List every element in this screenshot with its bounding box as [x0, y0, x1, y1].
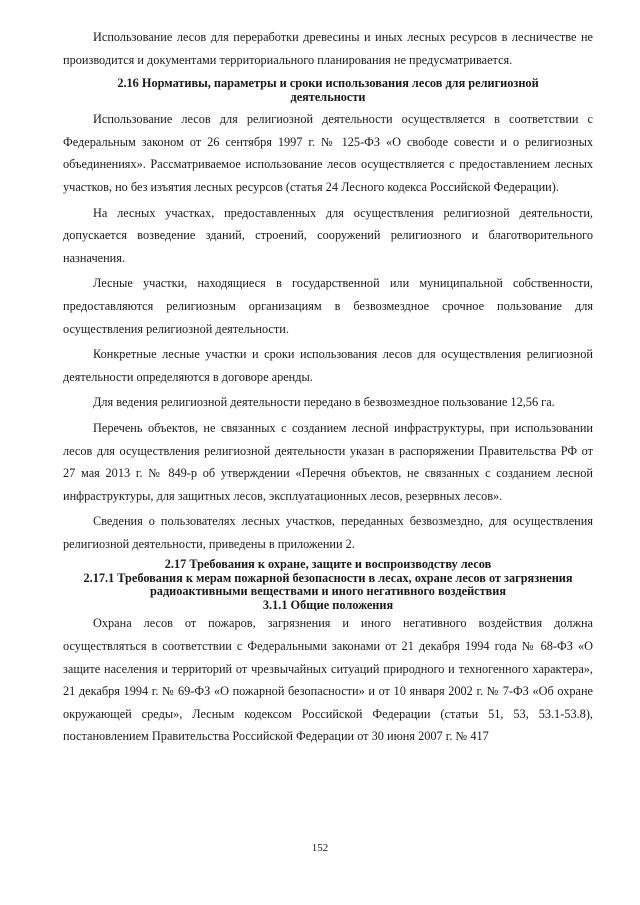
section-2-17-1-title: 2.17.1 Требования к мерам пожарной безопасности в лесах, охране лесов от загрязнения радиоактивными веществами и иного негативного воздействия — [83, 570, 573, 599]
page-number: 152 — [311, 842, 329, 854]
section-2-17-title: 2.17 Требования к охране, защите и воспроизводству лесов — [164, 557, 492, 572]
section-2-17-heading-block — [63, 558, 593, 612]
section-2-16-heading-block — [63, 77, 593, 104]
paragraph-2-16-1: Использование лесов для религиозной деятельности осуществляется в соответствии с Федеральным законом от 26 сентября 1997 г. № 125-ФЗ «О свободе совести и о религиозных объединениях». Рассматриваемое использование лесов осуществляется с предоставлением лесных участков, но без изъятия лесных ресурсов (статья 24 Лесного кодекса Российской Федерации). — [63, 112, 593, 194]
paragraph-2-16-6: Перечень объектов, не связанных с созданием лесной инфраструктуры, при использовании лесов для осуществления религиозной деятельности указан в распоряжении Правительства РФ от 27 мая 2013 г. № 849-р об утверждении «Перечня объектов, не связанных с созданием лесной инфраструктуры, для защитных лесов, эксплуатационных лесов, резервных лесов». — [63, 420, 593, 503]
paragraph-2-16-4: Конкретные лесные участки и сроки использования лесов для осуществления религиозной деятельности определяются в договоре аренды. — [63, 347, 593, 384]
paragraph-2-16-7: Сведения о пользователях лесных участков, переданных безвозмездно, для осуществления религиозной деятельности, приведены в приложении 2. — [63, 514, 593, 551]
paragraph-2-16-5: Для ведения религиозной деятельности передано в безвозмездное пользование 12,56 га. — [93, 395, 555, 410]
paragraph-2-16-2: На лесных участках, предоставленных для осуществления религиозной деятельности, допускается возведение зданий, строений, сооружений религиозного и благотворительного назначения. — [63, 205, 593, 265]
paragraph-2-17-1: Охрана лесов от пожаров, загрязнения и иного негативного воздействия должна осуществляться в соответствии с Федеральными законами от 21 декабря 1994 года № 68-ФЗ «О защите населения и территорий от чрезвычайных ситуаций природного и техногенного характера», 21 декабря 1994 г. № 69-ФЗ «О пожарной безопасности» и от 10 января 2002 г. № 7-ФЗ «Об охране окружающей среды», Лесным кодексом Российской Федерации (статьи 51, 53, 53.1-53.8), постановлением Правительства Российской Федерации от 30 июня 2007 г. № 417 — [63, 616, 593, 744]
section-3-1-1-title: 3.1.1 Общие положения — [262, 597, 394, 612]
intro-paragraph: Использование лесов для переработки древесины и иных лесных ресурсов в лесничестве не производится и документами территориального планирования не предусматривается. — [63, 30, 593, 67]
section-2-16-title: 2.16 Нормативы, параметры и сроки использования лесов для религиозной деятельности — [117, 76, 539, 104]
document-page — [63, 26, 593, 748]
paragraph-2-16-3: Лесные участки, находящиеся в государственной или муниципальной собственности, предоставляются религиозным организациям в безвозмездное срочное пользование для осуществления религиозной деятельности. — [63, 276, 593, 336]
